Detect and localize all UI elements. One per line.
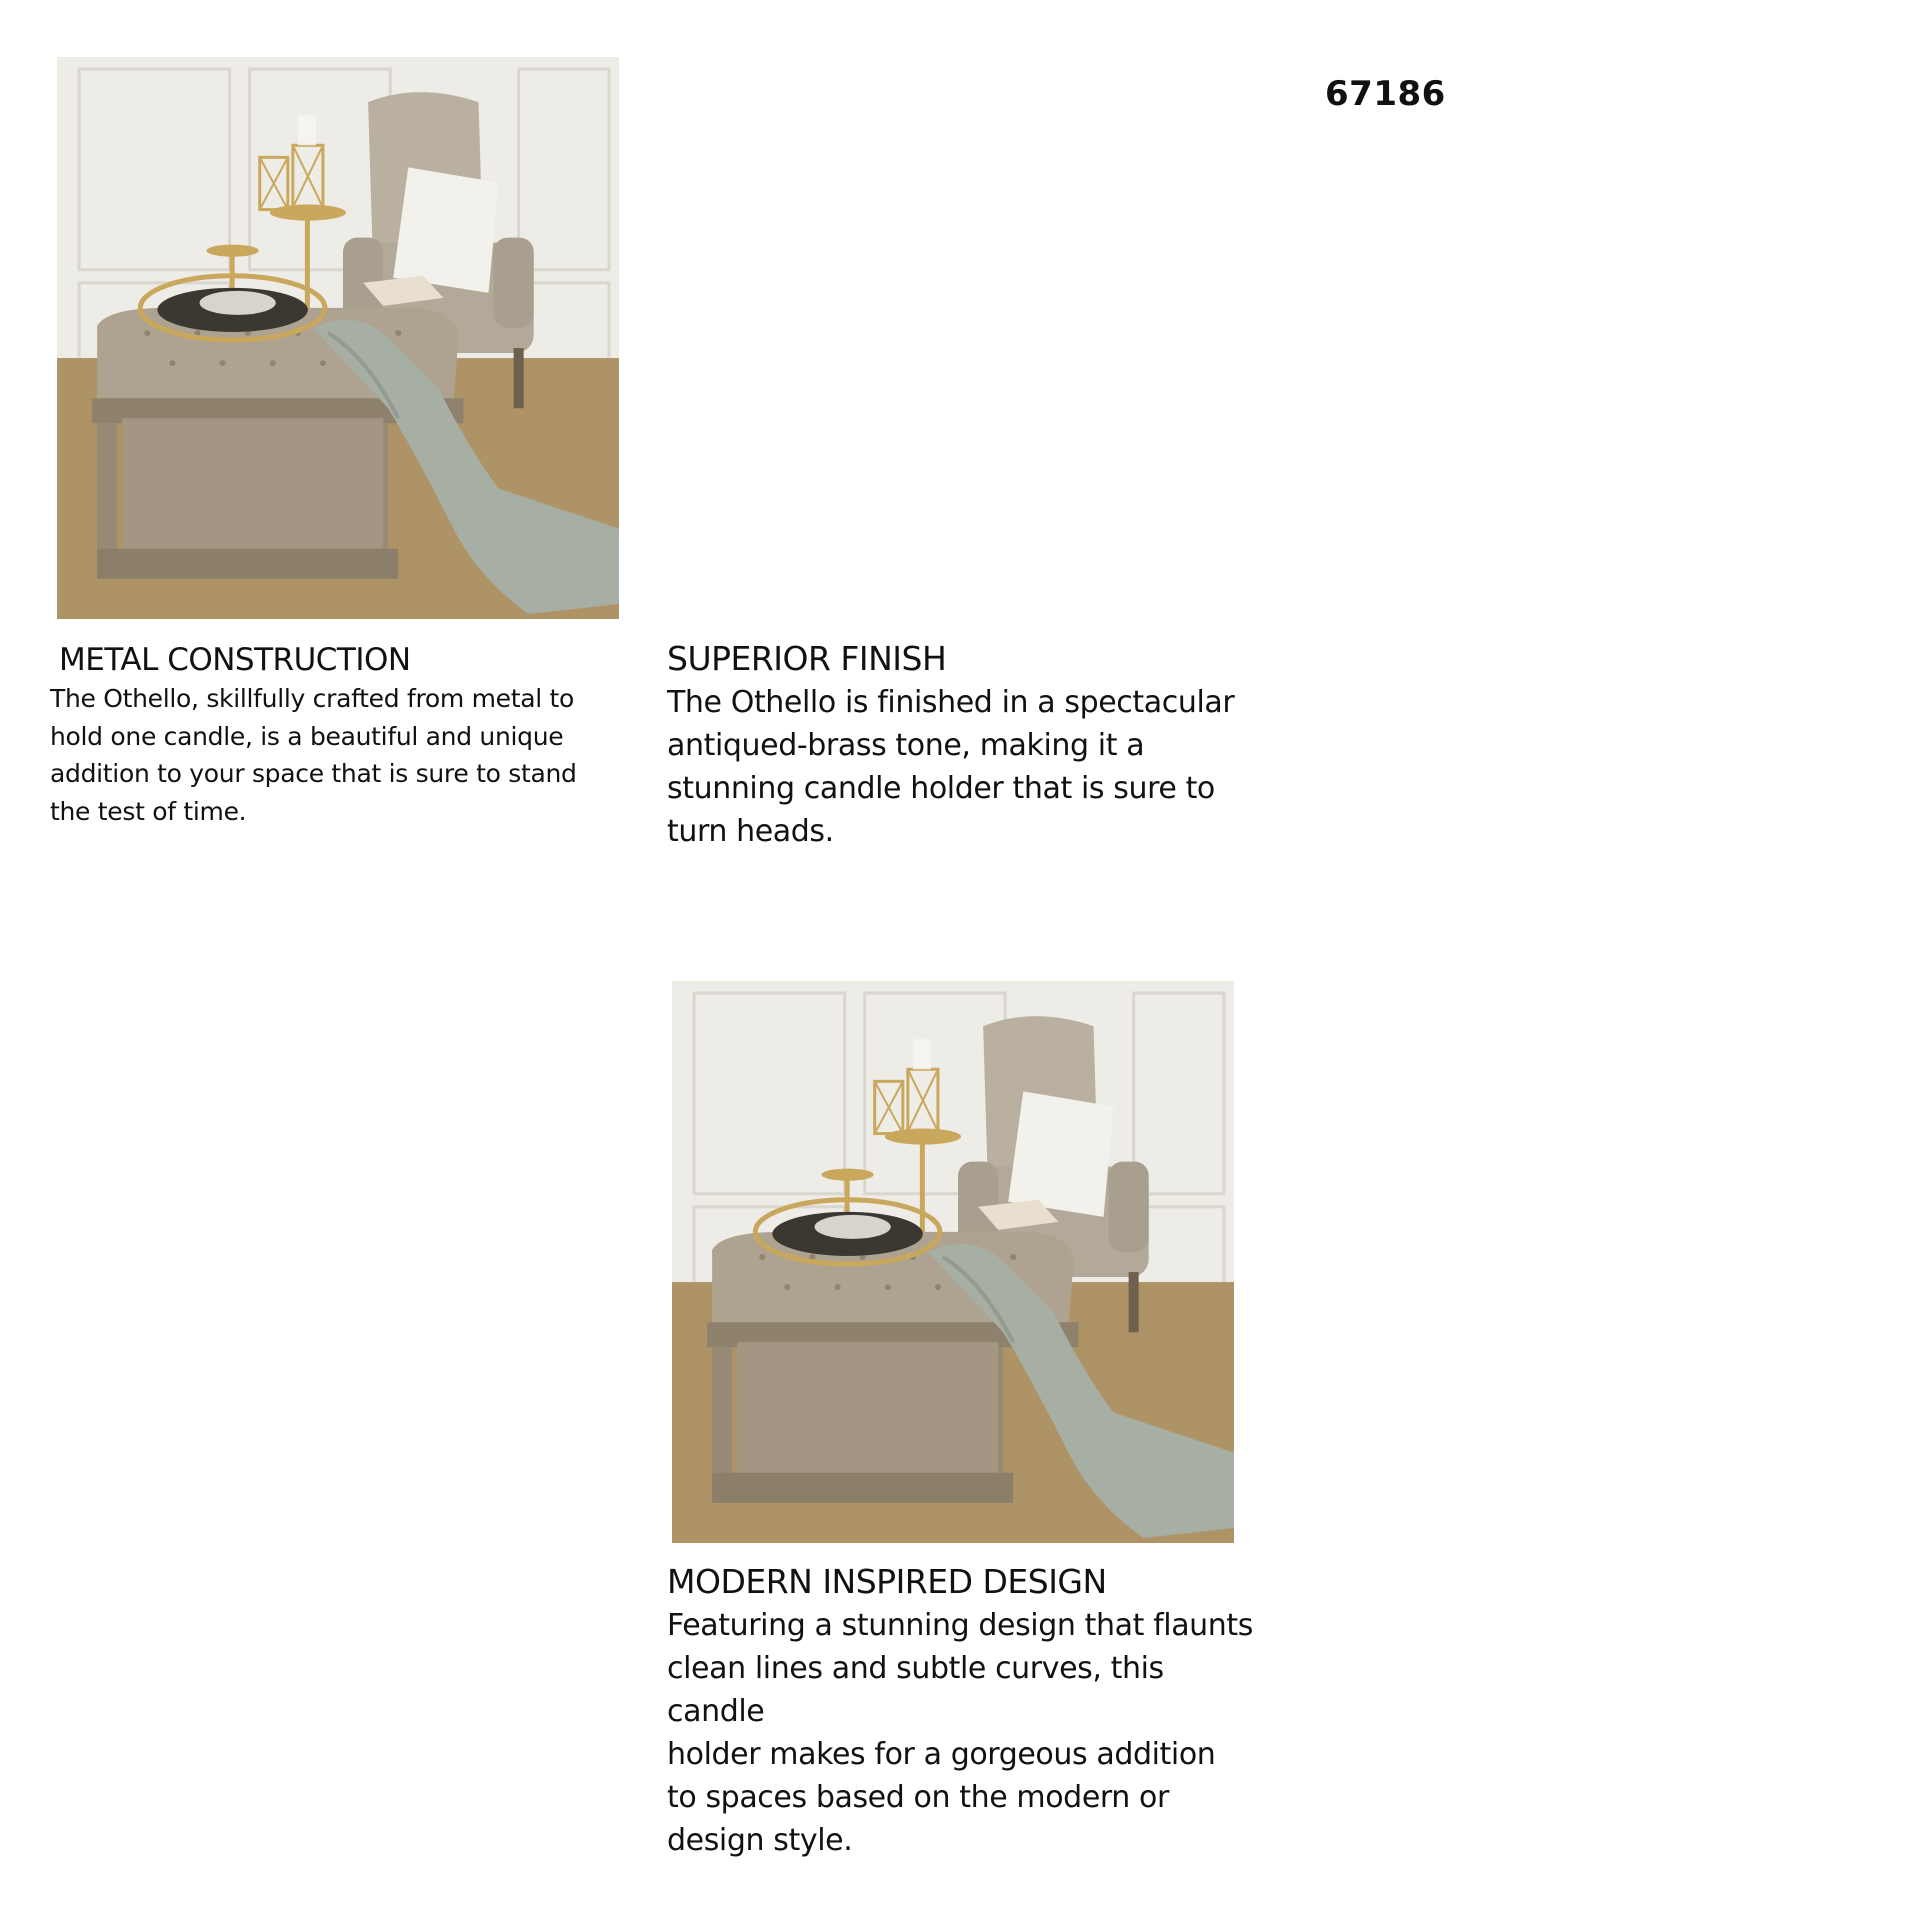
section-line: hold one candle, is a beautiful and unique bbox=[50, 721, 564, 751]
section-heading: SUPERIOR FINISH bbox=[667, 639, 947, 678]
superior-finish-section bbox=[667, 637, 1267, 853]
section-line: to spaces based on the modern or bbox=[667, 1780, 1169, 1815]
section-line: The Othello is finished in a spectacular bbox=[667, 685, 1235, 720]
section-line: addition to your space that is sure to stand bbox=[50, 759, 577, 788]
product-photo-top bbox=[57, 57, 619, 619]
section-heading: METAL CONSTRUCTION bbox=[59, 642, 411, 678]
section-line: the test of time. bbox=[50, 796, 247, 826]
section-line: The Othello, skillfully crafted from metal to bbox=[50, 684, 575, 713]
section-line: clean lines and subtle curves, this candle bbox=[667, 1651, 1164, 1729]
product-photo-bottom bbox=[672, 981, 1234, 1543]
metal-construction-section bbox=[50, 640, 610, 830]
living-room-scene-image bbox=[57, 57, 619, 619]
section-line: design style. bbox=[667, 1823, 853, 1858]
product-id: 67186 bbox=[1325, 74, 1446, 114]
section-line: turn heads. bbox=[667, 814, 834, 849]
living-room-scene-image bbox=[672, 981, 1234, 1543]
section-line: antiqued-brass tone, making it a bbox=[667, 728, 1145, 763]
section-line: Featuring a stunning design that flaunts bbox=[667, 1608, 1253, 1643]
section-line: holder makes for a gorgeous addition bbox=[667, 1737, 1216, 1772]
section-line: stunning candle holder that is sure to bbox=[667, 771, 1215, 806]
section-heading: MODERN INSPIRED DESIGN bbox=[667, 1562, 1107, 1601]
modern-inspired-design-section bbox=[667, 1560, 1267, 1862]
